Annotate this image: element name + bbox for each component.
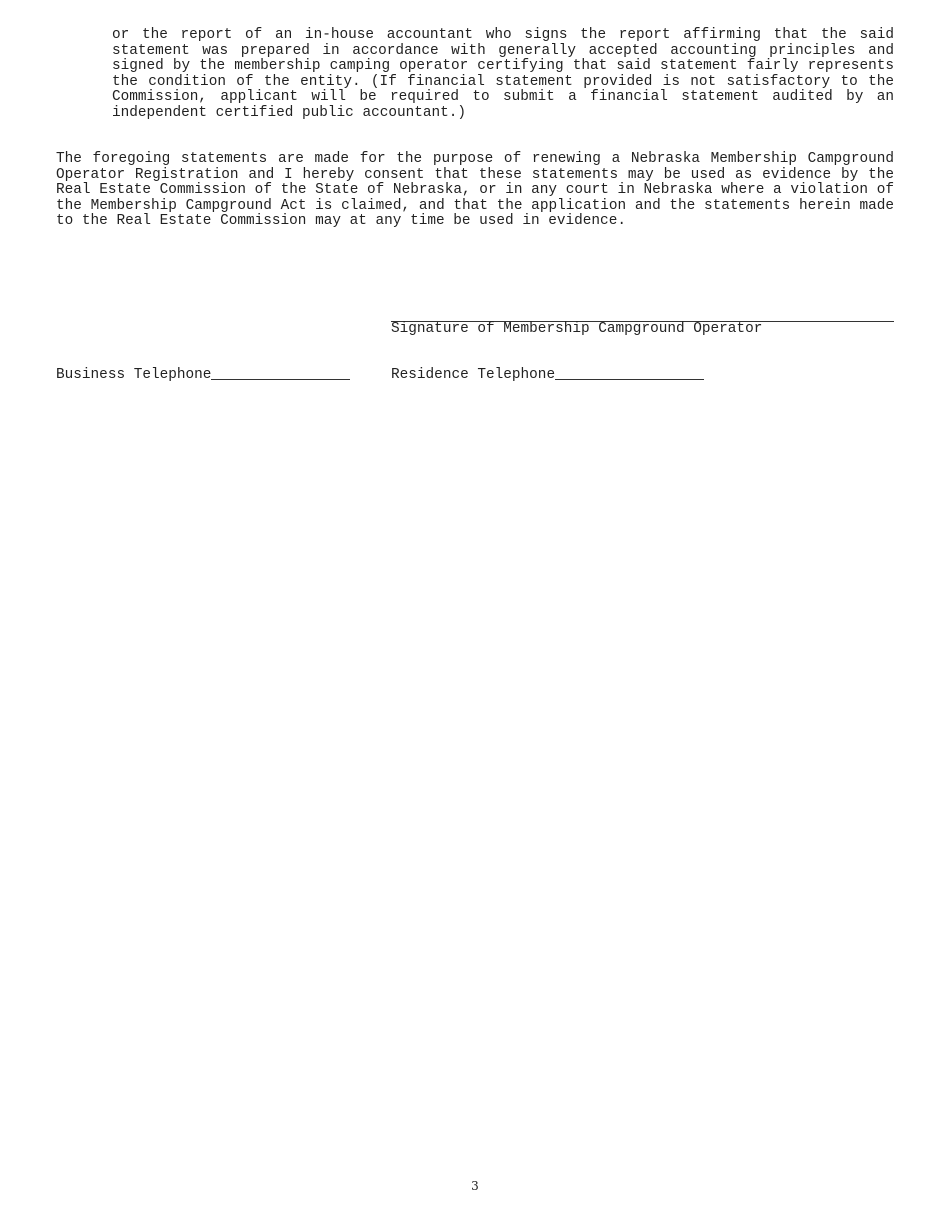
signature-label: Signature of Membership Campground Operator: [391, 321, 763, 337]
business-telephone-field: [56, 367, 350, 383]
residence-telephone-blank[interactable]: [555, 379, 704, 380]
consent-paragraph: The foregoing statements are made for the purpose of renewing a Nebraska Membership Campground Operator Registration and I hereby consent that these statements may be used as evidence by the Real Estate Commission of the State of Nebraska, or in any court in Nebraska where a violation of the Membership Campground Act is claimed, and that the application and the statements herein made to the Real Estate Commission may at any time be used in evidence.: [56, 151, 894, 229]
residence-telephone-field: [391, 367, 704, 383]
page-number: 3: [471, 1179, 479, 1193]
financial-statement-paragraph: or the report of an in-house accountant who signs the report affirming that the said statement was prepared in accordance with generally accepted accounting principles and signed by the membership camping operator certifying that said statement fairly represents the condition of the entity. (If financial statement provided is not satisfactory to the Commission, applicant will be required to submit a financial statement audited by an independent certified public accountant.): [112, 27, 894, 121]
business-telephone-blank[interactable]: [211, 379, 350, 380]
residence-telephone-label: Residence Telephone: [391, 367, 556, 383]
business-telephone-label: Business Telephone: [56, 367, 212, 383]
